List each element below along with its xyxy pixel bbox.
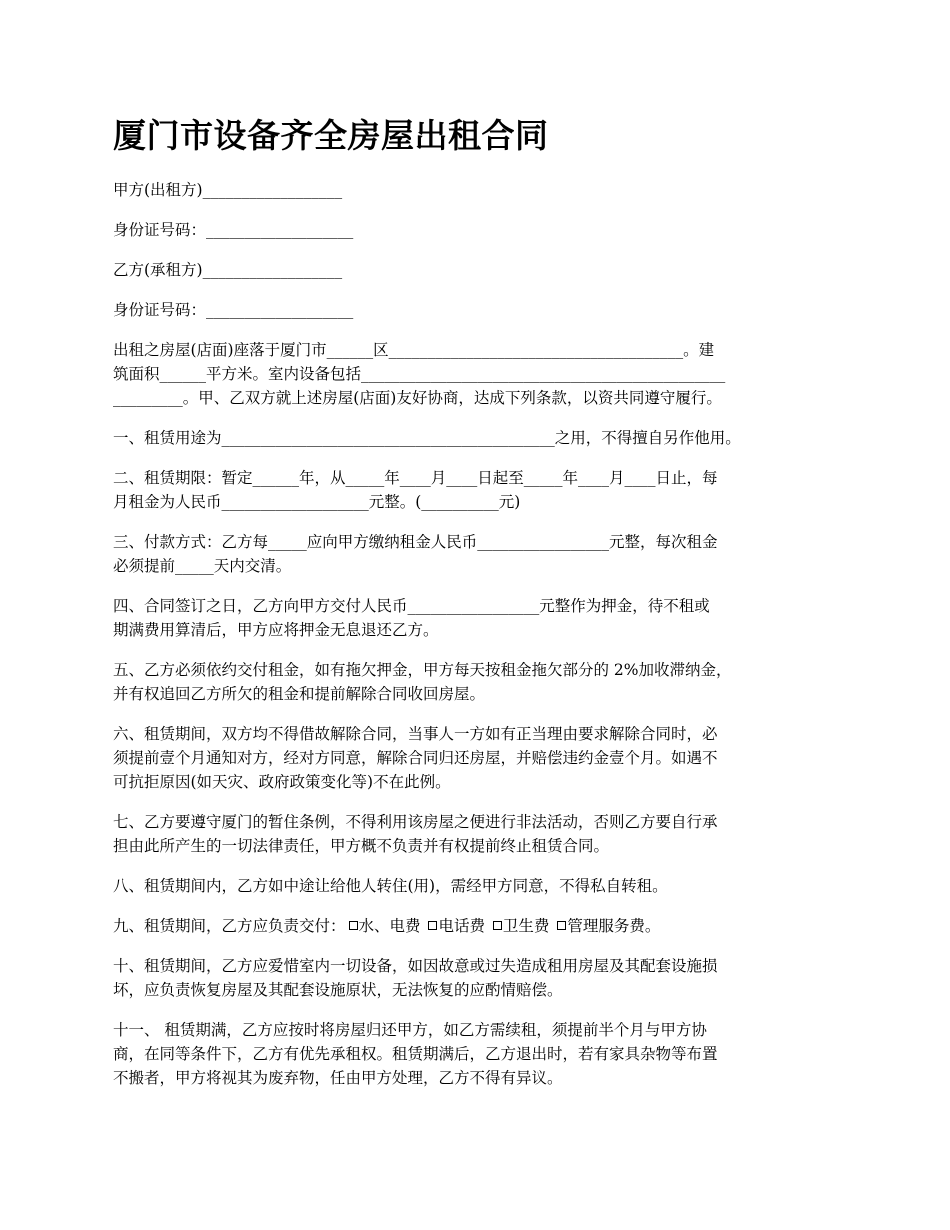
text-line: 并有权追回乙方所欠的租金和提前解除合同收回房屋。 [113,685,486,703]
clause-9 [113,914,841,938]
option-phone: 电话费 [438,917,485,935]
clause-11 [113,1018,841,1090]
party-a-line: 甲方(出租方)__________________ [113,181,343,199]
text-line: _________。甲、乙双方就上述房屋(店面)友好协商，达成下列条款，以资共同遵守履行。 [113,389,722,407]
text-line: 五、乙方必须依约交付租金，如有拖欠押金，甲方每天按租金拖欠部分的 2%加收滞纳金， [113,661,732,679]
text-line: 可抗拒原因(如天灾、政府政策变化等)不在此例。 [113,773,451,791]
clause-10 [113,954,841,1002]
checkbox-icon [428,921,437,930]
option-management: 管理服务费。 [567,917,661,935]
clause-7 [113,810,841,858]
checkbox-icon [493,921,502,930]
party-b-id-line: 身份证号码：___________________ [113,301,354,319]
contract-page [113,112,841,1106]
text-line: 八、租赁期间内，乙方如中途让给他人转住(用)，需经甲方同意，不得私自转租。 [113,877,668,895]
text-line: 月租金为人民币___________________元整。(__________元) [113,493,521,511]
text-line: 十一、 租赁期满，乙方应按时将房屋归还甲方，如乙方需续租，须提前半个月与甲方协 [113,1021,707,1039]
document-title: 厦门市设备齐全房屋出租合同 [113,116,549,155]
text-line: 必须提前_____天内交清。 [113,557,292,575]
option-sanitation: 卫生费 [502,917,550,935]
clause-5 [113,658,841,706]
text-line: 六、租赁期间，双方均不得借故解除合同，当事人一方如有正当理由要求解除合同时，必 [113,725,718,743]
intro-paragraph [113,338,841,410]
clause-6 [113,722,841,794]
text-line: 坏，应负责恢复房屋及其配套设施原状，无法恢复的应酌情赔偿。 [113,981,563,999]
text-line: 一、租赁用途为___________________________________________之用，不得擅自另作他用。 [113,429,741,447]
text-line: 十、租赁期间，乙方应爱惜室内一切设备，如因故意或过失造成租用房屋及其配套设施损 [113,957,718,975]
text-line: 二、租赁期限：暂定______年，从_____年____月____日起至_____年____月____日止，每 [113,469,718,487]
clause-4 [113,594,841,642]
clause-1 [113,426,841,450]
clause-3 [113,530,841,578]
text-line: 不搬者，甲方将视其为废弃物，任由甲方处理，乙方不得有异议。 [113,1069,563,1087]
checkbox-icon [557,921,566,930]
option-water-electric: 水、电费 [358,917,421,935]
clause-2 [113,466,841,514]
text-line: 担由此所产生的一切法律责任，甲方概不负责并有权提前终止租赁合同。 [113,837,610,855]
text-line: 七、乙方要遵守厦门的暂住条例，不得利用该房屋之便进行非法活动，否则乙方要自行承 [113,813,718,831]
text-line: 出租之房屋(店面)座落于厦门市______区______________________________________。建 [113,341,715,359]
party-a-id-line: 身份证号码：___________________ [113,221,354,239]
text-line: 期满费用算清后，甲方应将押金无息退还乙方。 [113,621,439,639]
text-line: 筑面积______平方米。室内设备包括_______________________________________________ [113,365,726,383]
text-line: 商，在同等条件下，乙方有优先承租权。租赁期满后，乙方退出时，若有家具杂物等布置 [113,1045,718,1063]
checkbox-icon [349,921,358,930]
text-line: 须提前壹个月通知对方，经对方同意，解除合同归还房屋，并赔偿违约金壹个月。如遇不 [113,749,718,767]
party-b-line: 乙方(承租方)__________________ [113,261,343,279]
text-line: 四、合同签订之日，乙方向甲方交付人民币_________________元整作为押金，待不租或 [113,597,710,615]
text-line: 三、付款方式：乙方每_____应向甲方缴纳租金人民币_________________元整，每次租金 [113,533,718,551]
clause-9-prefix: 九、租赁期间，乙方应负责交付： [113,917,346,935]
clause-8 [113,874,841,898]
